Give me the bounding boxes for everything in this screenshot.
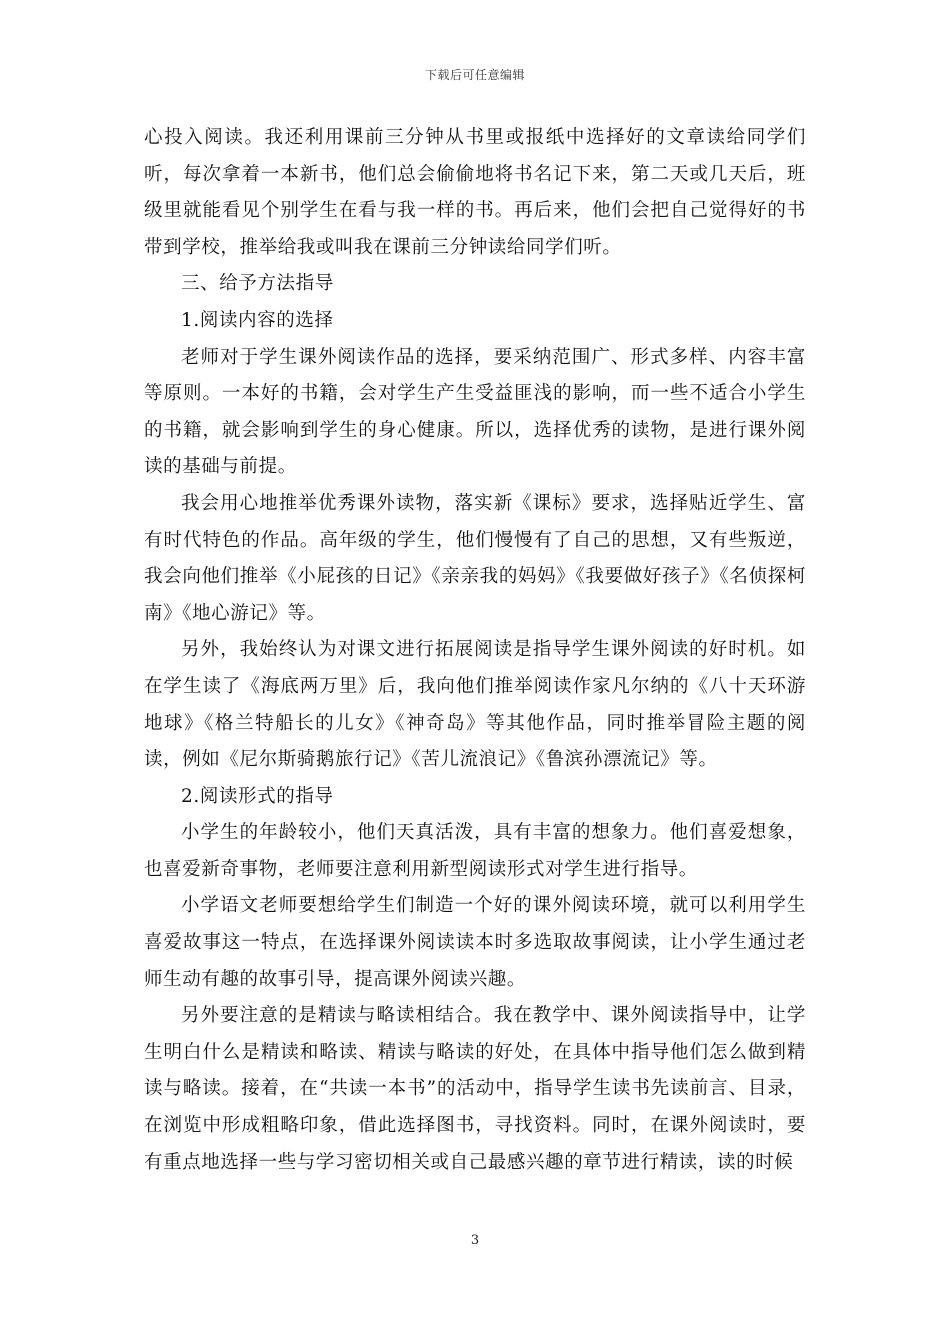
subheading-content-selection: 1.阅读内容的选择 xyxy=(181,309,334,331)
paragraph-selection-principles: 老师对于学生课外阅读作品的选择，要采纳范围广、形式多样、内容丰富等原则。一本好的书籍，会对学生产生受益匪浅的影响，而一些不适合小学生的书籍，就会影响到学生的身心健康。所以，选择优秀的读物，是进行课外阅读的基础与前提。 xyxy=(144,346,806,478)
subheading-reading-form: 2.阅读形式的指导 xyxy=(181,785,334,807)
paragraph-story-reading: 小学语文老师要想给学生们制造一个好的课外阅读环境，就可以利用学生喜爱故事这一特点，在选择课外阅读读本时多选取故事阅读，让小学生通过老师生动有趣的故事引导，提高课外阅读兴趣。 xyxy=(144,895,806,990)
page-header: 下载后可任意编辑 xyxy=(424,68,525,82)
section-heading-method-guidance: 三、给予方法指导 xyxy=(181,273,334,295)
paragraph-recommended-books: 我会用心地推举优秀课外读物，落实新《课标》要求，选择贴近学生、富有时代特色的作品。高年级的学生，他们慢慢有了自己的思想，又有些叛逆，我会向他们推举《小屁孩的日记》《亲亲我的妈妈》《我要做好孩子》《名侦探柯南》《地心游记》等。 xyxy=(144,492,806,624)
page-number: 3 xyxy=(470,1233,480,1248)
paragraph-intensive-skimming: 另外要注意的是精读与略读相结合。我在教学中、课外阅读指导中，让学生明白什么是精读和略读、精读与略读的好处，在具体中指导他们怎么做到精读与略读。接着，在“共读一本书”的活动中，指导学生读书先读前言、目录，在浏览中形成粗略印象，借此选择图书，寻找资料。同时，在课外阅读时，要有重点地选择一些与学习密切相关或自己最感兴趣的章节进行精读，读的时候 xyxy=(144,1005,806,1173)
paragraph-imagination: 小学生的年龄较小，他们天真活泼，具有丰富的想象力。他们喜爱想象，也喜爱新奇事物，老师要注意利用新型阅读形式对学生进行指导。 xyxy=(144,822,806,880)
document-body xyxy=(144,120,806,1181)
paragraph-extended-reading: 另外，我始终认为对课文进行拓展阅读是指导学生课外阅读的好时机。如在学生读了《海底两万里》后，我向他们推举阅读作家凡尔纳的《八十天环游地球》《格兰特船长的儿女》《神奇岛》等其他作品，同时推举冒险主题的阅读，例如《尼尔斯骑鹅旅行记》《苦儿流浪记》《鲁滨孙漂流记》等。 xyxy=(144,639,806,771)
paragraph-continuation: 心投入阅读。我还利用课前三分钟从书里或报纸中选择好的文章读给同学们听，每次拿着一本新书，他们总会偷偷地将书名记下来，第二天或几天后，班级里就能看见个别学生在看与我一样的书。再后来，他们会把自己觉得好的书带到学校，推举给我或叫我在课前三分钟读给同学们听。 xyxy=(144,127,806,258)
